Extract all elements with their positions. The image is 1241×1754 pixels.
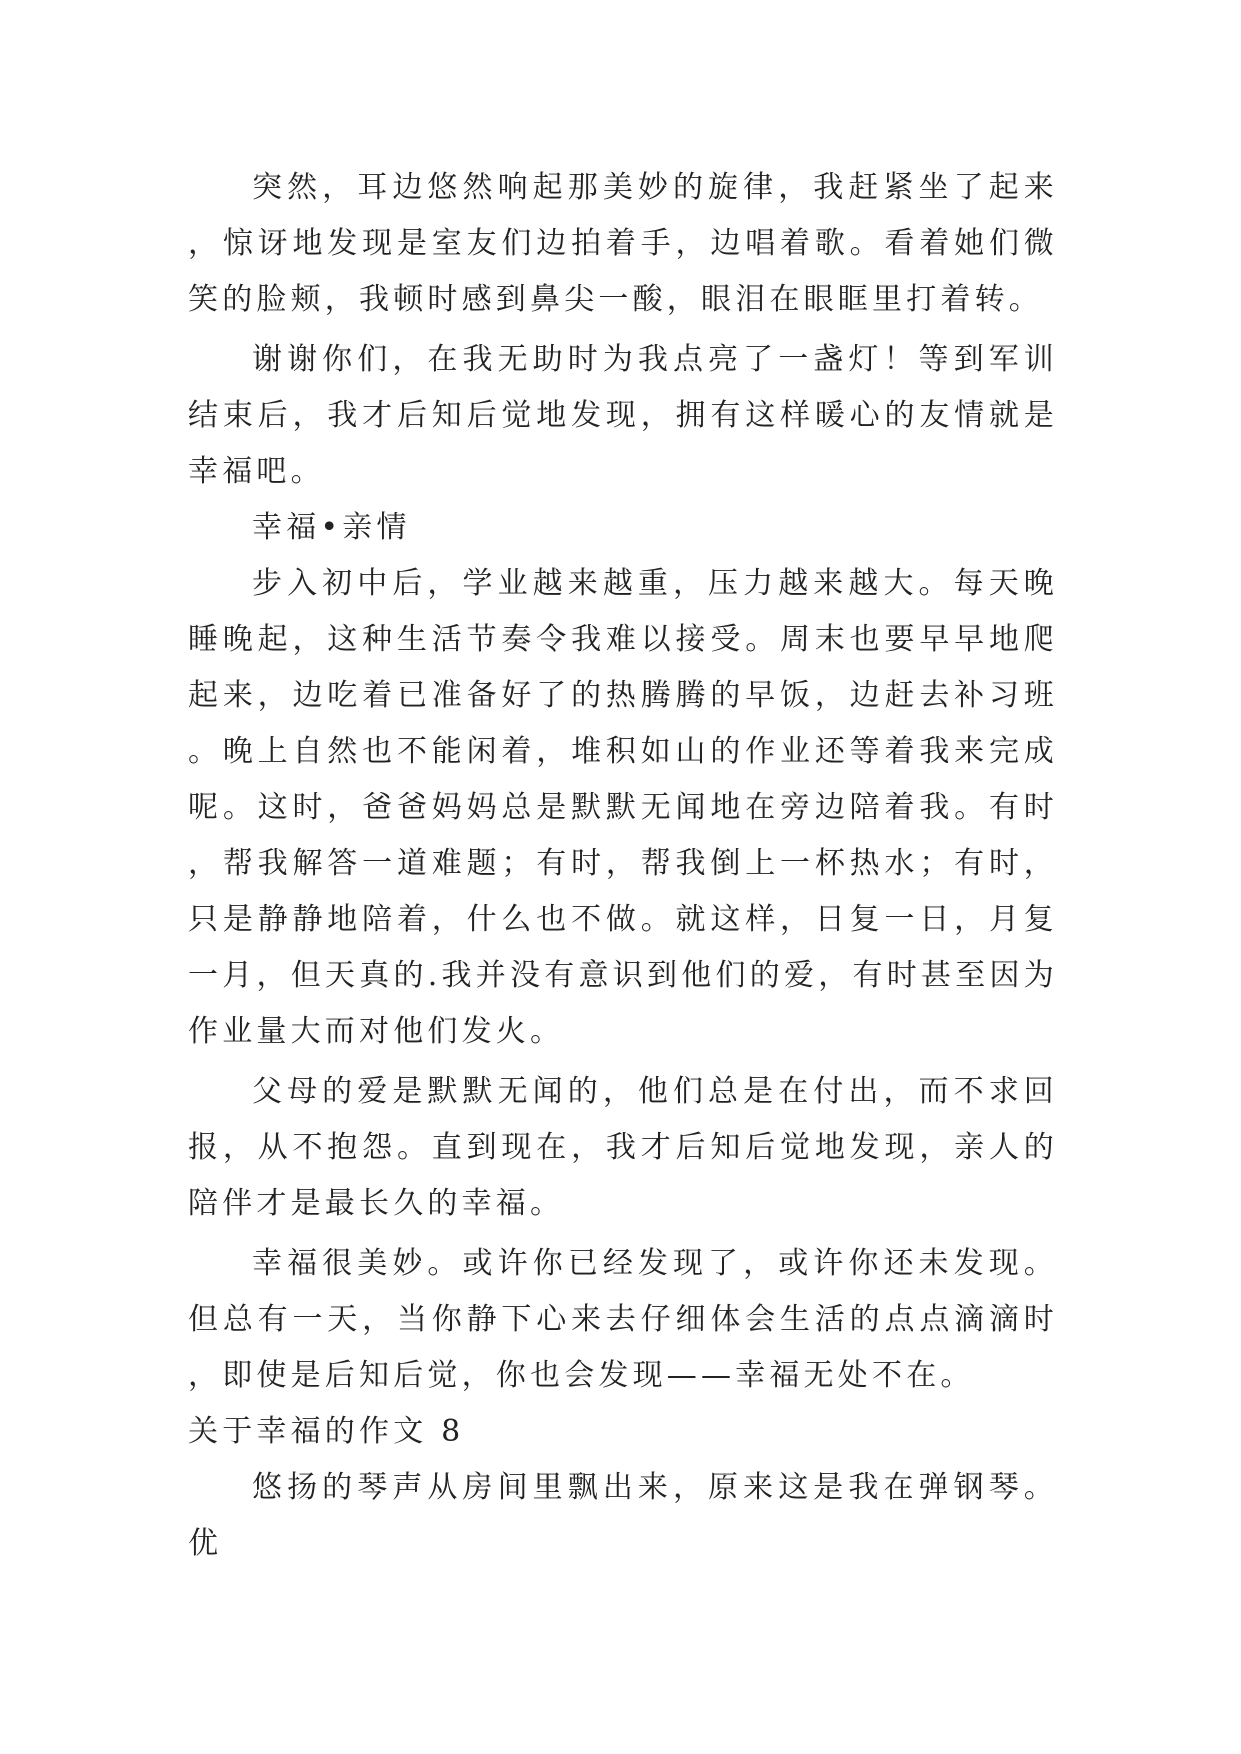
paragraph-friendship-happiness: 谢谢你们，在我无助时为我点亮了一盏灯！等到军训结束后，我才后知后觉地发现，拥有这样暖心的友情就是幸福吧。 xyxy=(188,342,1058,489)
section-heading-family: 幸福•亲情 xyxy=(252,510,411,545)
paragraph-middle-school-life: 步入初中后，学业越来越重，压力越来越大。每天晚睡晚起，这种生活节奏令我难以接受。周末也要早早地爬起来，边吃着已准备好了的热腾腾的早饭，边赶去补习班。晚上自然也不能闲着，堆积如山的作业还等着我来完成呢。这时，爸爸妈妈总是默默无闻地在旁边陪着我。有时，帮我解答一道难题；有时，帮我倒上一杯热水；有时，只是静静地陪着，什么也不做。就这样，日复一日，月复一月，但天真的.我并没有意识到他们的爱，有时甚至因为作业量大而对他们发火。 xyxy=(188,566,1058,1049)
document-body xyxy=(188,160,1058,1572)
paragraph-parents-love: 父母的爱是默默无闻的，他们总是在付出，而不求回报，从不抱怨。直到现在，我才后知后觉地发现，亲人的陪伴才是最长久的幸福。 xyxy=(188,1074,1058,1221)
essay-title: 关于幸福的作文 8 xyxy=(188,1414,465,1449)
paragraph-happiness-everywhere: 幸福很美妙。或许你已经发现了，或许你还未发现。但总有一天，当你静下心来去仔细体会生活的点点滴滴时，即使是后知后觉，你也会发现——幸福无处不在。 xyxy=(188,1246,1058,1393)
paragraph-piano-start: 悠扬的琴声从房间里飘出来，原来这是我在弹钢琴。优 xyxy=(188,1470,1058,1561)
paragraph-roommates-singing: 突然，耳边悠然响起那美妙的旋律，我赶紧坐了起来，惊讶地发现是室友们边拍着手，边唱着歌。看着她们微笑的脸颊，我顿时感到鼻尖一酸，眼泪在眼眶里打着转。 xyxy=(188,170,1058,317)
